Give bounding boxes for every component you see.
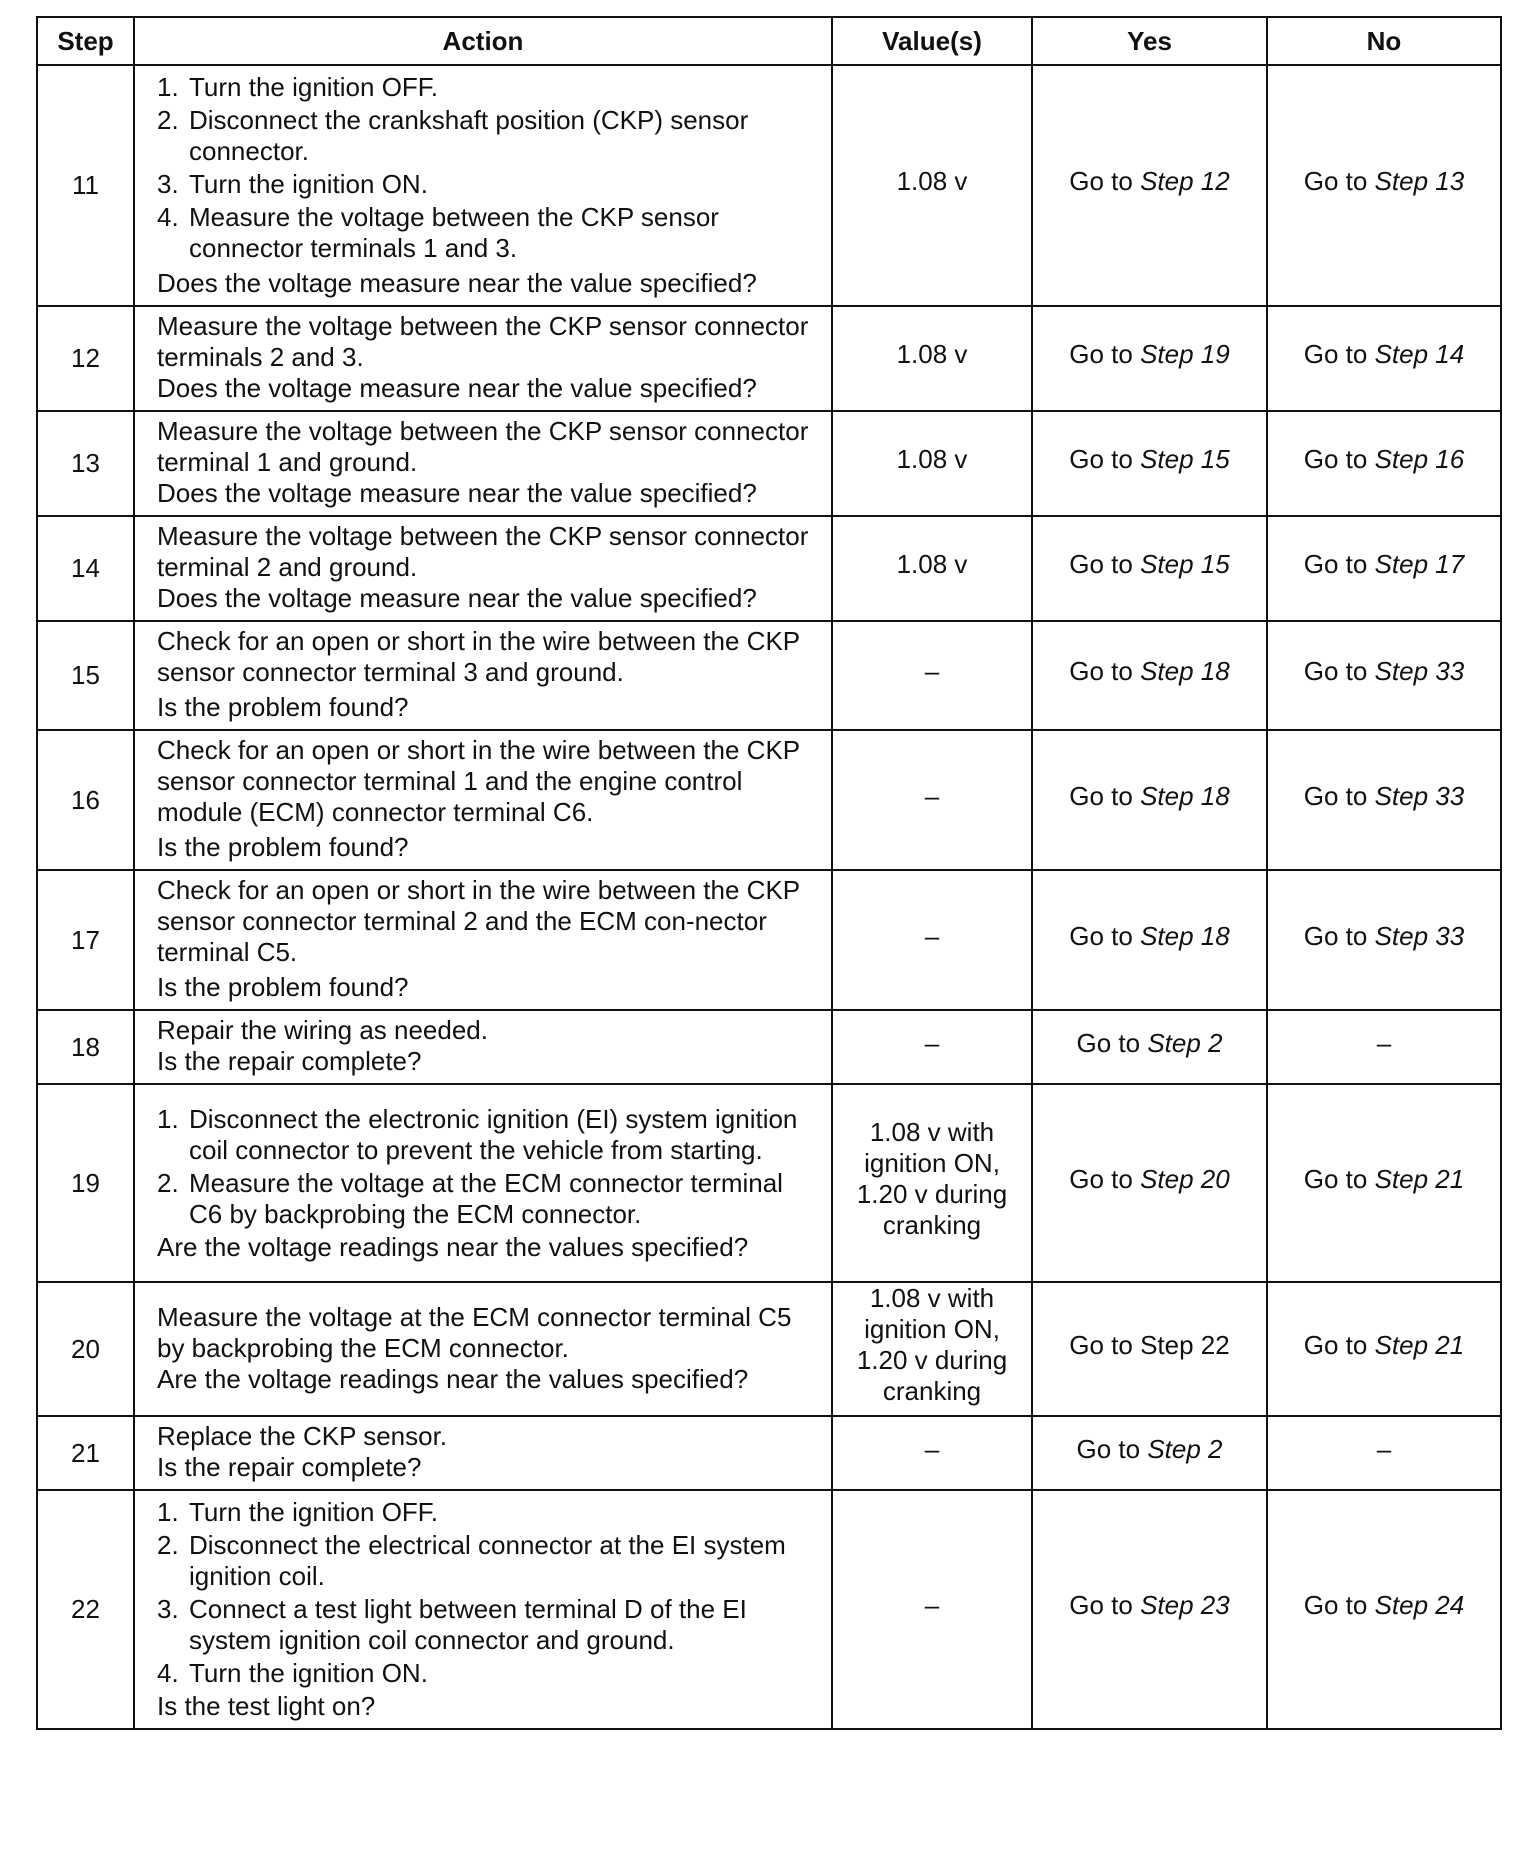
item-text: Connect a test light between terminal D of the EI system ignition coil connector and ground. [189, 1594, 747, 1655]
action-question: Is the problem found? [157, 832, 409, 862]
item-text: Measure the voltage between the CKP sensor connector terminals 1 and 3. [189, 202, 719, 263]
item-number: 4. [157, 202, 179, 232]
step-number: 18 [37, 1010, 134, 1084]
action-cell [134, 1282, 832, 1416]
table-row [37, 730, 1501, 870]
step-number: 14 [37, 516, 134, 621]
value-cell [832, 1084, 1032, 1282]
action-question: Does the voltage measure near the value specified? [157, 268, 757, 298]
value-line: ignition ON, [864, 1148, 1000, 1178]
no-cell [1267, 306, 1501, 411]
yes-cell [1032, 1010, 1267, 1084]
step-number: 16 [37, 730, 134, 870]
item-number: 3. [157, 169, 179, 199]
action-question: Does the voltage measure near the value specified? [157, 373, 757, 403]
yes-prefix: Go to [1069, 780, 1133, 811]
action-text: Replace the CKP sensor. [157, 1421, 448, 1451]
no-step-ref: Step 13 [1374, 166, 1465, 196]
no-step-ref: Step 33 [1374, 920, 1465, 951]
action-cell [134, 411, 832, 516]
step-number: 13 [37, 411, 134, 516]
item-number: 2. [157, 1167, 179, 1198]
yes-cell [1032, 306, 1267, 411]
yes-step-ref: Step 2 [1147, 1433, 1223, 1464]
yes-prefix: Go to [1069, 1590, 1133, 1620]
no-prefix: Go to [1303, 339, 1368, 369]
item-text: Disconnect the electronic ignition (EI) system ignition coil connector to prevent the vehicle from starting. [189, 1103, 798, 1165]
no-step-ref: Step 21 [1374, 1163, 1465, 1194]
yes-cell [1032, 1490, 1267, 1729]
no-prefix: Go to [1303, 166, 1368, 196]
header-no: No [1267, 17, 1501, 65]
item-number: 2. [157, 1530, 179, 1560]
action-item [157, 169, 821, 200]
yes-step-ref: Step 20 [1140, 1163, 1230, 1194]
no-prefix: Go to [1303, 444, 1368, 474]
table-row [37, 306, 1501, 411]
value-cell: 1.08 v [832, 516, 1032, 621]
action-question: Are the voltage readings near the values specified? [157, 1231, 749, 1262]
action-cell [134, 1084, 832, 1282]
table-row [37, 1416, 1501, 1490]
yes-prefix: Go to [1069, 339, 1133, 369]
yes-prefix: Go to [1069, 444, 1133, 474]
header-step: Step [37, 17, 134, 65]
action-cell [134, 730, 832, 870]
value-cell [832, 1282, 1032, 1416]
item-number: 1. [157, 1103, 179, 1134]
action-cell [134, 1490, 832, 1729]
value-line: cranking [882, 1210, 982, 1240]
action-text: Check for an open or short in the wire between the CKP sensor connector terminal 1 and the engine control module (ECM) connector terminal C6. [157, 735, 800, 827]
no-cell [1267, 65, 1501, 306]
yes-step-ref: Step 23 [1140, 1590, 1230, 1620]
table-row [37, 870, 1501, 1010]
action-text: Measure the voltage between the CKP sensor connector terminal 2 and ground. [157, 521, 809, 582]
yes-step-ref: Step 19 [1140, 339, 1230, 369]
no-step-ref: Step 21 [1374, 1329, 1465, 1360]
table-row [37, 621, 1501, 730]
action-item [157, 1530, 821, 1592]
yes-prefix: Go to [1069, 656, 1133, 686]
step-number: 20 [37, 1282, 134, 1416]
yes-cell [1032, 411, 1267, 516]
yes-prefix: Go to [1076, 1433, 1141, 1464]
table-row [37, 1282, 1501, 1416]
yes-cell [1032, 870, 1267, 1010]
action-question: Is the repair complete? [157, 1046, 422, 1076]
item-text: Turn the ignition OFF. [189, 72, 439, 102]
no-cell [1267, 730, 1501, 870]
action-text: Measure the voltage at the ECM connector terminal C5 by backprobing the ECM connector. [157, 1301, 792, 1363]
value-cell: – [832, 1416, 1032, 1490]
yes-prefix: Go to [1069, 920, 1133, 951]
yes-cell: Go to Step 22 [1032, 1282, 1267, 1416]
yes-step-ref: Step 15 [1140, 444, 1230, 474]
action-item [157, 1104, 821, 1166]
step-number: 19 [37, 1084, 134, 1282]
no-cell [1267, 1084, 1501, 1282]
yes-cell [1032, 621, 1267, 730]
action-item [157, 1658, 821, 1689]
no-cell: – [1267, 1010, 1501, 1084]
action-cell [134, 621, 832, 730]
no-cell [1267, 1282, 1501, 1416]
action-text: Measure the voltage between the CKP sensor connector terminal 1 and ground. [157, 416, 809, 477]
yes-cell [1032, 1416, 1267, 1490]
action-text: Check for an open or short in the wire between the CKP sensor connector terminal 3 and ground. [157, 626, 800, 687]
yes-prefix: Go to [1069, 1163, 1133, 1194]
item-text: Turn the ignition OFF. [189, 1497, 439, 1527]
header-action: Action [134, 17, 832, 65]
action-question: Is the problem found? [157, 972, 409, 1002]
action-cell [134, 306, 832, 411]
yes-prefix: Go to [1069, 549, 1133, 579]
value-line: 1.20 v during [856, 1179, 1008, 1209]
no-cell [1267, 411, 1501, 516]
value-line: 1.08 v with [869, 1117, 995, 1147]
yes-prefix: Go to [1069, 166, 1133, 196]
table-row [37, 1084, 1501, 1282]
action-cell [134, 65, 832, 306]
yes-cell [1032, 730, 1267, 870]
step-number: 21 [37, 1416, 134, 1490]
yes-step-ref: Step 18 [1140, 656, 1230, 686]
action-text: Measure the voltage between the CKP sensor connector terminals 2 and 3. [157, 311, 809, 372]
table-row [37, 65, 1501, 306]
step-number: 22 [37, 1490, 134, 1729]
item-number: 2. [157, 105, 179, 135]
no-step-ref: Step 14 [1374, 339, 1465, 369]
item-text: Disconnect the electrical connector at the EI system ignition coil. [189, 1530, 786, 1591]
item-text: Disconnect the crankshaft position (CKP) sensor connector. [189, 105, 749, 166]
action-question: Are the voltage readings near the values specified? [157, 1363, 749, 1394]
value-line: 1.20 v during [856, 1345, 1008, 1375]
item-number: 1. [157, 1497, 179, 1527]
step-number: 12 [37, 306, 134, 411]
action-item [157, 202, 821, 264]
value-line: ignition ON, [864, 1314, 1000, 1344]
yes-step-ref: Step 15 [1140, 549, 1230, 579]
value-cell: – [832, 1490, 1032, 1729]
no-cell [1267, 516, 1501, 621]
yes-step-ref: Step 18 [1140, 920, 1230, 951]
step-number: 11 [37, 65, 134, 306]
action-item [157, 1497, 821, 1528]
no-prefix: Go to [1303, 1163, 1368, 1194]
diagnostic-table-container [36, 16, 1500, 1730]
item-number: 1. [157, 72, 179, 102]
action-item [157, 105, 821, 167]
diagnostic-table [36, 16, 1502, 1730]
value-cell: 1.08 v [832, 306, 1032, 411]
no-prefix: Go to [1303, 656, 1368, 686]
table-row [37, 1010, 1501, 1084]
value-line: 1.08 v with [869, 1283, 995, 1313]
action-question: Is the problem found? [157, 692, 409, 722]
yes-step-ref: Step 2 [1147, 1027, 1223, 1058]
value-line: cranking [882, 1376, 982, 1406]
no-step-ref: Step 17 [1374, 549, 1465, 579]
table-row [37, 1490, 1501, 1729]
item-number: 3. [157, 1594, 179, 1624]
no-step-ref: Step 24 [1374, 1590, 1465, 1620]
action-cell [134, 1010, 832, 1084]
item-text: Turn the ignition ON. [189, 169, 428, 199]
value-cell: – [832, 1010, 1032, 1084]
item-text: Measure the voltage at the ECM connector terminal C6 by backprobing the ECM connector. [189, 1167, 783, 1229]
header-yes: Yes [1032, 17, 1267, 65]
header-values: Value(s) [832, 17, 1032, 65]
table-row [37, 516, 1501, 621]
no-cell: – [1267, 1416, 1501, 1490]
value-cell: 1.08 v [832, 411, 1032, 516]
yes-cell [1032, 1084, 1267, 1282]
yes-cell [1032, 65, 1267, 306]
no-step-ref: Step 33 [1374, 780, 1465, 811]
value-cell: – [832, 730, 1032, 870]
action-question: Does the voltage measure near the value specified? [157, 478, 757, 508]
no-prefix: Go to [1303, 1590, 1368, 1620]
action-text: Check for an open or short in the wire between the CKP sensor connector terminal 2 and the ECM con-nector terminal C5. [157, 875, 800, 967]
action-question: Is the repair complete? [157, 1452, 422, 1482]
action-item [157, 1168, 821, 1230]
value-cell: 1.08 v [832, 65, 1032, 306]
yes-step-ref: Step 12 [1140, 166, 1230, 196]
step-number: 15 [37, 621, 134, 730]
action-text: Repair the wiring as needed. [157, 1015, 488, 1045]
no-prefix: Go to [1303, 549, 1368, 579]
action-cell [134, 1416, 832, 1490]
no-step-ref: Step 33 [1374, 656, 1465, 686]
table-header-row [37, 17, 1501, 65]
no-cell [1267, 1490, 1501, 1729]
no-cell [1267, 870, 1501, 1010]
action-question: Does the voltage measure near the value specified? [157, 583, 757, 613]
action-item [157, 72, 821, 103]
value-cell: – [832, 621, 1032, 730]
action-question: Is the test light on? [157, 1691, 376, 1721]
yes-cell [1032, 516, 1267, 621]
no-step-ref: Step 16 [1374, 444, 1465, 474]
no-cell [1267, 621, 1501, 730]
value-cell: – [832, 870, 1032, 1010]
item-text: Turn the ignition ON. [189, 1658, 428, 1688]
item-number: 4. [157, 1658, 179, 1688]
no-prefix: Go to [1303, 1329, 1368, 1360]
action-item [157, 1594, 821, 1656]
yes-prefix: Go to [1076, 1027, 1141, 1058]
no-prefix: Go to [1303, 780, 1368, 811]
no-prefix: Go to [1303, 920, 1368, 951]
action-cell [134, 516, 832, 621]
step-number: 17 [37, 870, 134, 1010]
yes-step-ref: Step 18 [1140, 780, 1230, 811]
table-row [37, 411, 1501, 516]
action-cell [134, 870, 832, 1010]
